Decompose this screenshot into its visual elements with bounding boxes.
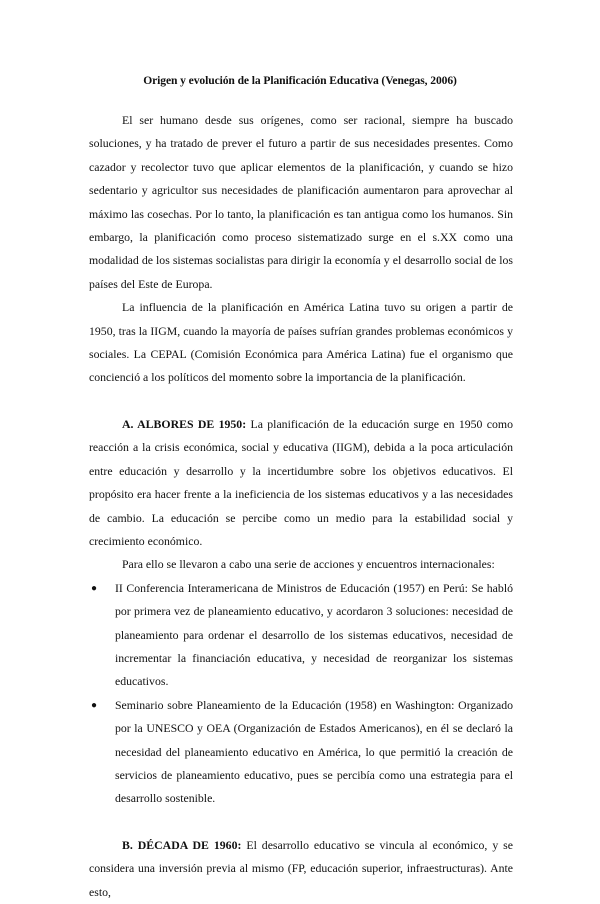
- section-b-paragraph: [89, 834, 513, 904]
- section-b-heading: B. DÉCADA DE 1960:: [122, 837, 242, 852]
- bullet-icon: ●: [91, 699, 98, 711]
- section-a-heading: A. ALBORES DE 1950:: [122, 416, 247, 431]
- section-a-text: La planificación de la educación surge en 1950 como reacción a la crisis económica, social y educativa (IIGM), debida a la poca articulación entre educación y desarrollo y la incertidumbre sobre los objetivos educativos. El propósito era hacer frente a la ineficiencia de los sistemas educativos y a las necesidades de cambio. La educación se percibe como un medio para la estabilidad social y crecimiento económico.: [89, 416, 513, 548]
- bullet-icon: ●: [91, 582, 98, 594]
- section-a-lead-in: Para ello se llevaron a cabo una serie de acciones y encuentros internacionales:: [122, 557, 495, 572]
- bullet-text-2: Seminario sobre Planeamiento de la Educación (1958) en Washington: Organizado por la UNESCO y OEA (Organización de Estados Americanos), en él se declaró la necesidad del planeamiento educativo en América, lo que permitió la creación de servicios de planeamiento educativo, pues se percibía como una estrategia para el desarrollo sostenible.: [115, 697, 513, 806]
- document-title: Origen y evolución de la Planificación Educativa (Venegas, 2006): [143, 74, 457, 87]
- section-a-paragraph: [89, 413, 513, 553]
- document-body: [89, 109, 513, 904]
- section-a-bullet-list: [89, 577, 513, 811]
- list-item: [89, 694, 513, 811]
- section-b-text: El desarrollo educativo se vincula al económico, y se considera una inversión previa al mismo (FP, educación superior, infraestructuras). Ante esto,: [89, 837, 513, 899]
- list-item: [89, 577, 513, 694]
- intro-paragraph-1: El ser humano desde sus orígenes, como ser racional, siempre ha buscado soluciones, y ha tratado de prever el futuro a partir de sus necesidades presentes. Como cazador y recolector tuvo que aplicar elementos de la planificación, y cuando se hizo sedentario y agricultor sus necesidades de planificación aumentaron para aprovechar al máximo las cosechas. Por lo tanto, la planificación es tan antigua como los humanos. Sin embargo, la planificación como proceso sistematizado surge en el s.XX como una modalidad de los sistemas socialistas para dirigir la economía y el desarrollo social de los países del Este de Europa.: [89, 113, 513, 291]
- intro-paragraph-2: La influencia de la planificación en América Latina tuvo su origen a partir de 1950, tras la IIGM, cuando la mayoría de países sufrían grandes problemas económicos y sociales. La CEPAL (Comisión Económica para América Latina) fue el organismo que concienció a los políticos del momento sobre la importancia de la planificación.: [89, 300, 513, 385]
- bullet-text-1: II Conferencia Interamericana de Ministros de Educación (1957) en Perú: Se habló por primera vez de planeamiento educativo, y acordaron 3 soluciones: necesidad de planeamiento para ordenar el desarrollo de los sistemas educativos, necesidad de incrementar la financiación educativa, y necesidad de reorganizar los sistemas educativos.: [115, 580, 513, 689]
